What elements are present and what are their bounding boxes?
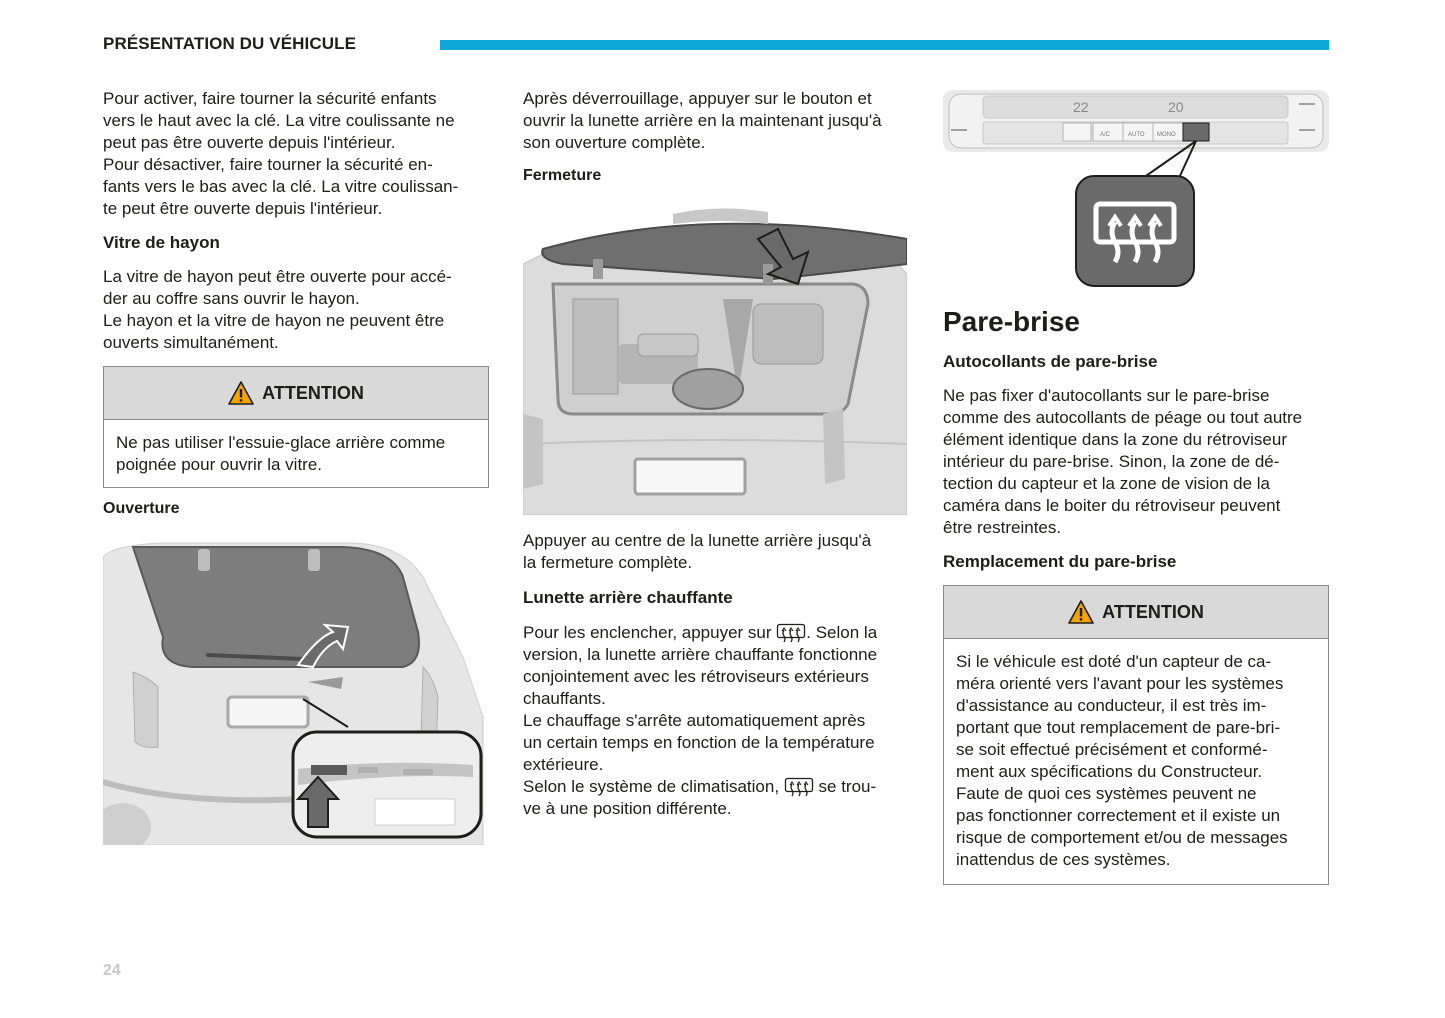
attention-text: Ne pas utiliser l'essuie-glace arrière comme poignée pour ouvrir la vitre. [116, 433, 446, 474]
heated-text-start: Pour les enclencher, appuyer sur [523, 623, 777, 642]
column-left [103, 88, 489, 520]
heated-text-rest: version, la lunette arrière chauffante fonctionne conjointement avec les rétroviseurs extérieurs chauffants. Le chauffage s'arrête automatiquement après un certain temps en fonction de la température extérieure. [523, 645, 878, 774]
attention-box-windscreen [943, 585, 1329, 885]
warning-triangle-icon [1068, 600, 1094, 624]
attention-header [104, 367, 488, 420]
panel-button-mono: MONO [1157, 132, 1176, 138]
section-title-pare-brise: Pare-brise [943, 306, 1080, 337]
climate-text-cont: se trou- [813, 777, 877, 796]
heading-fermeture: Fermeture [523, 167, 602, 184]
panel-temp-left: 22 [1073, 99, 1089, 115]
illustration-rear-window-opening [103, 537, 489, 845]
column-middle [523, 88, 907, 187]
panel-button-ac: A/C [1100, 132, 1111, 138]
section-header-title: PRÉSENTATION DU VÉHICULE [103, 34, 357, 53]
attention-title: ATTENTION [1102, 601, 1204, 622]
column-right [943, 305, 1329, 885]
rear-defrost-icon [784, 777, 814, 797]
column-middle-lower [523, 530, 907, 820]
vitre-hayon-paragraph: La vitre de hayon peut être ouverte pour accé- der au coffre sans ouvrir le hayon. Le hayon et la vitre de hayon ne peuvent être ouverts simultanément. [103, 267, 452, 352]
panel-temp-right: 20 [1168, 99, 1184, 115]
warning-triangle-icon [228, 381, 254, 405]
opening-paragraph: Après déverrouillage, appuyer sur le bouton et ouvrir la lunette arrière en la maintenant jusqu'à son ouverture complète. [523, 89, 882, 152]
heated-text-cont: . Selon la [806, 623, 878, 642]
heading-vitre-de-hayon: Vitre de hayon [103, 233, 220, 252]
heading-remplacement: Remplacement du pare-brise [943, 552, 1177, 571]
heading-ouverture: Ouverture [103, 500, 180, 517]
header-accent-bar [440, 40, 1329, 50]
panel-button-auto: AUTO [1128, 132, 1145, 138]
attention-header [944, 586, 1328, 639]
illustration-rear-window-closing [523, 204, 907, 515]
climate-text-start: Selon le système de climatisation, [523, 777, 784, 796]
illustration-climate-panel [943, 90, 1329, 290]
heated-window-paragraph [523, 622, 907, 820]
child-lock-paragraph: Pour activer, faire tourner la sécurité enfants vers le haut avec la clé. La vitre coulissante ne peut pas être ouverte depuis l'intérieur. Pour désactiver, faire tourner la sécurité en- fants vers le bas avec la clé. La vitre coulissan- te peut être ouverte depuis l'intérieur. [103, 89, 459, 218]
stickers-paragraph: Ne pas fixer d'autocollants sur le pare-brise comme des autocollants de péage ou tout autre élément identique dans la zone du rétroviseur intérieur du pare-brise. Sinon, la zone de dé- tection du capteur et la zone de vision de la caméra dans le boiter du rétroviseur peuvent être restreintes. [943, 386, 1303, 537]
rear-defrost-icon [776, 623, 806, 643]
attention-title: ATTENTION [262, 382, 364, 403]
attention-box-wiper [103, 366, 489, 488]
heading-autocollants: Autocollants de pare-brise [943, 352, 1158, 371]
climate-text-rest: ve à une position différente. [523, 799, 732, 818]
attention-text: Si le véhicule est doté d'un capteur de ca- méra orienté vers l'avant pour les systèmes d'assistance au conducteur, il est très im- portant que tout remplacement de pare-bri- se soit effectué précisément et conformé- ment aux spécifications du Constructeur. Faute de quoi ces systèmes peuvent ne pas fonctionner correctement et il existe un risque de comportement et/ou de messages inattendus de ces systèmes. [956, 652, 1288, 869]
page-number: 24 [103, 962, 121, 979]
heading-lunette-chauffante: Lunette arrière chauffante [523, 588, 733, 607]
closing-paragraph: Appuyer au centre de la lunette arrière jusqu'à la fermeture complète. [523, 531, 872, 572]
